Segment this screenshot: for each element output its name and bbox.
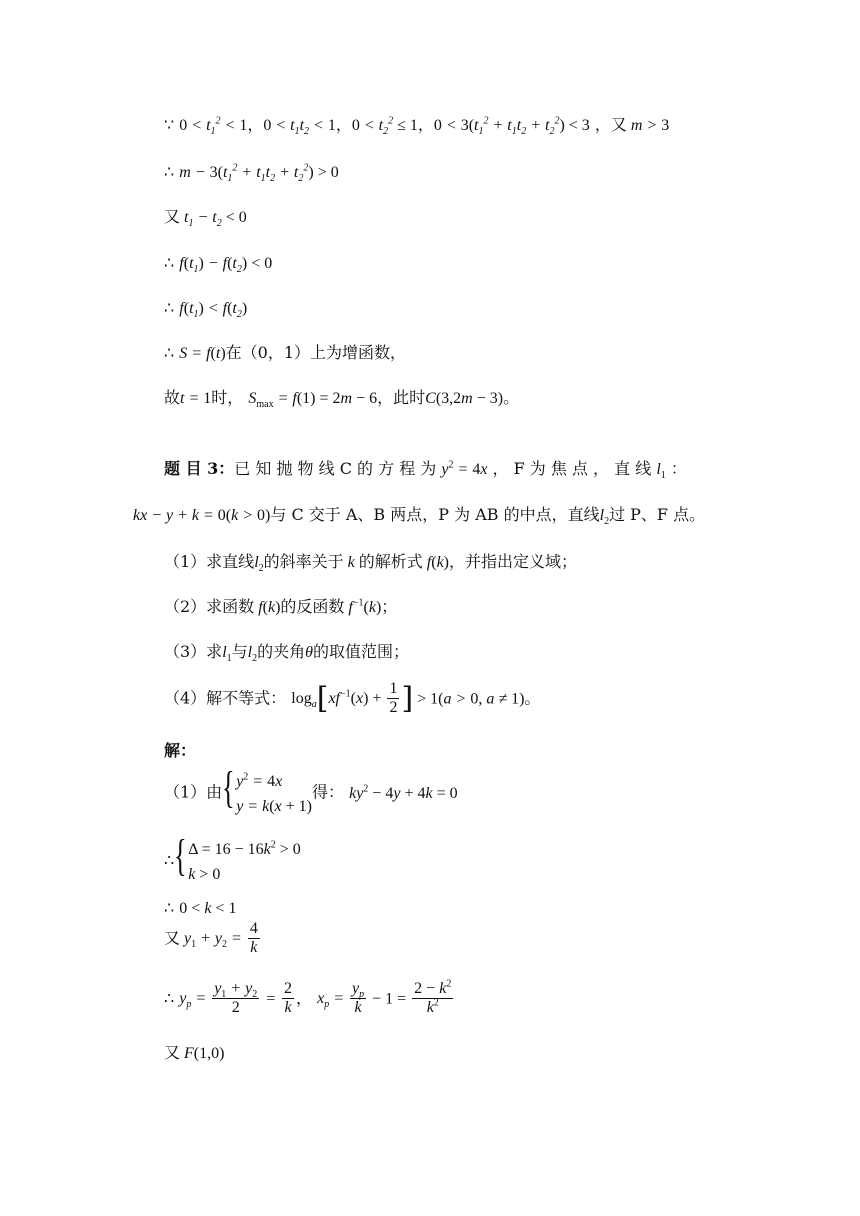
solution-step-6: 又 F(1,0): [164, 1043, 225, 1062]
question-3-line1: 题 目 3：已 知 抛 物 线 C 的 方 程 为 $y^2 = 4x$ ， F 为 焦 点 ， 直 线 $l_1$ ：: [164, 459, 687, 482]
solution-label: 解：: [164, 741, 197, 760]
solution-step-3: ∴ 0 < k < 1: [164, 898, 237, 917]
solution-step-1: （1）由 { $y^2 = 4x$ y = k(x + 1) 得： $ky^2 - 4y + 4k = 0$: [164, 763, 458, 815]
solution-step-2: ∴ { $\Delta = 16 - 16k^2 > 0$ k > 0: [164, 831, 301, 883]
part-3: （3）求$l_1$与$l_2$的夹角θ的取值范围；: [164, 642, 409, 665]
solution-step-5: ∴ $y_p$ = $\frac{y_1 + y_2}{2}$ = $\frac{2}{k}$ ， $x_p$ = $\frac{y_p}{k}$ − 1 = $\frac{2 - k^2}{k^2}$: [164, 978, 452, 1017]
solution-step-4: 又 $y_1 + y_2$ = $\frac{4}{k}$: [164, 920, 258, 957]
question-3-label: 题 目 3：: [164, 459, 235, 478]
line-conditions: ∵ $0 < t_1^2 < 1$，$0 < t_1t_2 < 1$，$0 < t_2^2 \le 1$，$0 < 3(t_1^2 + t_1t_2 + t_2^2) < 3$ ，又 m > 3: [164, 115, 670, 138]
line-m-inequality: ∴ $m - 3(t_1^2 + t_1t_2 + t_2^2) > 0$: [164, 162, 339, 185]
part-2: （2）求函数 f(k)的反函数 $f^{-1}(k)$；: [164, 597, 398, 616]
question-3-line2: kx − y + k = 0(k > 0)与 C 交于 A、B 两点，P 为 AB 的中点，直线$l_2$过 P、F 点。: [133, 505, 706, 528]
line-t-difference: 又 $t_1 - t_2 < 0$: [164, 207, 247, 230]
part-4: （4）解不等式： $\log_a[xf^{-1}(x)$ + $\frac{1}{2}$ ] > 1(a > 0, a ≠ 1)。: [164, 680, 541, 717]
line-maximum: 故t = 1时， $S_{max} = f(1) = 2m - 6$，此时C(3,2m − 3)。: [164, 388, 520, 411]
line-f-compare: ∴ $f(t_1) < f(t_2)$: [164, 298, 248, 321]
part-1: （1）求直线$l_2$的斜率关于 k 的解析式 f(k)，并指出定义域；: [164, 552, 578, 575]
line-f-difference: ∴ $f(t_1) - f(t_2) < 0$: [164, 253, 273, 276]
line-increasing: ∴ S = f(t)在（0，1）上为增函数，: [164, 343, 407, 362]
